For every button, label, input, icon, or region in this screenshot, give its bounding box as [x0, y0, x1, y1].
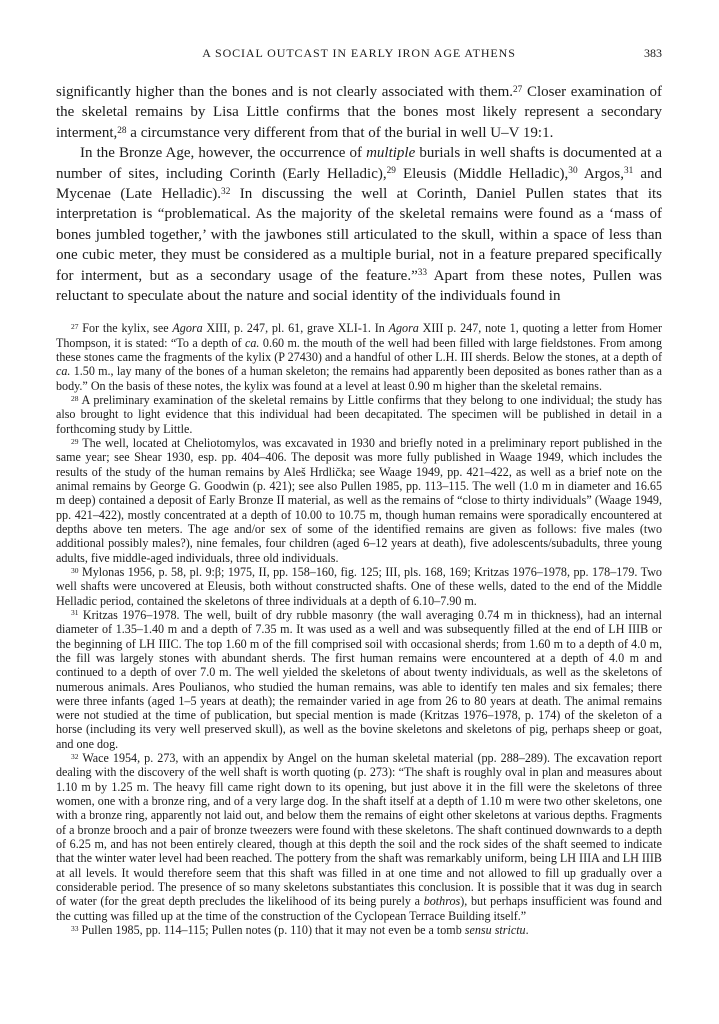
footnote	[56, 436, 662, 565]
text-run: 1.50 m., lay many of the bones of a human skeleton; the remains had apparently been deposited as bones rather than as a body.” On the basis of these notes, the kylix was found at a level at least 0.90 m higher than the skeletal remains.	[56, 364, 662, 393]
text-run: XIII, p. 247, pl. 61, grave XLI-1. In	[202, 321, 389, 336]
footnote-ref: 32	[221, 186, 231, 197]
text-run: 0.60 m. the mouth of the well had been filled with large fieldstones. From among these stones came the fragments of the kylix (P 27430) and a handful of other L.H. III sherds. Below the stones, at a depth of	[56, 335, 662, 364]
text-run: A preliminary examination of the skeletal remains by Little confirms that they belong to one individual; the study has also brought to light evidence that this individual had been decapitated. The specimen will be published in detail in a forthcoming study by Little.	[56, 392, 663, 436]
footnote-ref: 31	[623, 166, 634, 177]
italic-text: multiple	[366, 145, 416, 162]
page-header	[56, 46, 662, 61]
text-run: Kritzas 1976–1978. The well, built of dry rubble masonry (the wall averaging 0.74 m in thickness), had an internal diameter of 1.35–1.40 m and a depth of 7.35 m. It was used as a well and was subsequently filled at the end of LH IIIB or the beginning of LH IIIC. The top 1.60 m of the fill comprised soil with occasional sherds; from 1.60 m to a depth of 4.0 m, the fill was largely stones with abundant sherds. The first human remains were encountered at a depth of 4.0 m and continued to a depth of over 7.0 m. The well yielded the skeletons of about twenty individuals, as well as the skeletons of numerous animals. Ares Poulianos, who studied the human remains, was able to identify ten males and six females; there were three infants (aged 1–5 years at death); the remainder varied in age from 26 to 80 years at death. The animal remains were not studied at the time of publication, but special mention is made (Kritzas 1976–1978, p. 174) of the skeleton of a horse (including its very well preserved skull), as well as the bovine skeletons and skeletons of pig, perhaps sheep or goat, and one dog.	[56, 607, 662, 751]
text-run: In discussing the well at Corinth, Daniel Pullen states that its interpretation is “problematical. As the majority of the skeletal remains were found as a ‘mass of bones jumbled together,’ with the jawbones still articulated to the skull, within a space of less than one cubic meter, they must be considered as a multiple burial, not in a feature prepared specifically for interment, but as a secondary usage of the feature.”	[56, 185, 662, 284]
article-body	[56, 82, 662, 306]
text-run: Argos,	[577, 165, 624, 182]
body-paragraph	[56, 82, 662, 143]
footnote-number: 31	[71, 608, 79, 618]
text-run: XIII p. 247, note 1, quoting a letter from Homer Thompson, it is stated: “To a depth of	[56, 321, 662, 350]
footnote-number: 29	[71, 436, 79, 446]
footnote	[56, 393, 662, 436]
italic-text: bothros	[423, 894, 461, 909]
text-run: In the Bronze Age, however, the occurrence of	[80, 145, 367, 162]
text-run: ), but perhaps insufficient was found and the cutting was filled up at the time of the construction of the Cyclopean Terrace Building itself.”	[56, 894, 662, 923]
text-run: and Mycenae (Late Helladic).	[56, 165, 662, 202]
footnote	[56, 923, 662, 937]
footnote	[56, 608, 662, 751]
text-run: Closer examination of the skeletal remains by Lisa Little confirms that the bones most likely represent a secondary interment,	[56, 84, 662, 141]
italic-text: ca.	[245, 335, 260, 350]
italic-text: Agora	[172, 321, 203, 336]
text-run: .	[525, 923, 529, 938]
footnote-number: 30	[71, 565, 79, 575]
footnote-ref: 28	[117, 125, 127, 136]
footnote-number: 28	[71, 393, 79, 403]
italic-text: sensu strictu	[464, 923, 526, 938]
italic-text: ca.	[56, 364, 71, 379]
footnote-number: 27	[71, 321, 79, 331]
footnote-number: 33	[71, 923, 79, 933]
footnote-number: 32	[71, 751, 79, 761]
text-run: For the kylix, see	[82, 321, 173, 336]
footnote-ref: 27	[513, 84, 523, 95]
footnotes-section	[56, 321, 662, 937]
footnote-ref: 33	[417, 268, 428, 279]
footnote	[56, 321, 662, 393]
footnote-ref: 29	[386, 166, 396, 177]
italic-text: Agora	[388, 321, 419, 336]
footnote	[56, 565, 662, 608]
running-head-title: A SOCIAL OUTCAST IN EARLY IRON AGE ATHENS	[202, 46, 516, 60]
text-run: a circumstance very different from that of the burial in well U–V 19:1.	[126, 124, 554, 141]
footnote	[56, 751, 662, 923]
body-paragraph	[56, 143, 662, 306]
text-run: Eleusis (Middle Helladic),	[395, 165, 569, 182]
text-run: Mylonas 1956, p. 58, pl. 9:β; 1975, II, pp. 158–160, fig. 125; III, pls. 168, 169; Kritzas 1976–1978, pp. 178–179. Two well shafts were uncovered at Eleusis, both without constructed shafts. One of these wells, dated to the end of the Middle Helladic period, contained the skeletons of three individuals at a depth of 6.10–7.90 m.	[56, 564, 662, 608]
text-run: Apart from these notes, Pullen was reluctant to speculate about the nature and social identity of the individuals found in	[56, 267, 662, 304]
text-run: burials in well shafts is documented at a number of sites, including Corinth (Early Helladic),	[56, 145, 662, 182]
text-run: Wace 1954, p. 273, with an appendix by Angel on the human skeletal material (pp. 288–289). The excavation report dealing with the discovery of the well shaft is worth quoting (p. 273): “The shaft is roughly oval in plan and measures about 1.10 m by 1.25 m. The heavy fill came right down to its opening, but just above it in the fill were the skeletons of three women, one with a bronze ring, and of a very large dog. In the shaft itself at a depth of 1.10 m were two other skeletons, one with a bronze ring, apparently not laid out, and below them the remains of eight other skeletons at various depths. Fragments of a bronze brooch and a pair of bronze tweezers were found with these skeletons. The shaft continued downwards to a depth of 6.25 m, and has not been entirely cleared, though at this depth the soil and the rock sides of the shaft seemed to indicate that the winter water level had been reached. The pottery from the shaft was remarkably uniform, being LH IIIA and LH IIIB at all levels. It would therefore seem that this shaft was filled in at one time and not allowed to fill up gradually over a considerable period. The presence of so many skeletons substantiates this conclusion. It is possible that it was dug in search of water (for the great depth precludes the likelihood of its being purely a	[56, 751, 662, 909]
footnote-ref: 30	[568, 166, 578, 177]
text-run: Pullen 1985, pp. 114–115; Pullen notes (p. 110) that it may not even be a tomb	[81, 923, 465, 938]
page-number: 383	[644, 46, 662, 60]
text-run: The well, located at Cheliotomylos, was excavated in 1930 and briefly noted in a preliminary report published in the same year; see Shear 1930, esp. pp. 404–406. The deposit was more fully published in Waage 1949, which includes the results of the study of the human remains by Aleš Hrdlička; see Waage 1949, pp. 421–422, as well as a brief note on the animal remains by George G. Goodwin (p. 421); see also Pullen 1985, pp. 113–115. The well (1.0 m in diameter and 16.65 m deep) contained a deposit of Early Bronze II material, as well as the remains of “close to thirty individuals” (Waage 1949, pp. 421–422), mostly concentrated at a depth of 10.00 to 10.75 m, though human remains were sporadically encountered at depths above ten meters. The age and/or sex of some of the identified remains are given as follows: five males (two additional possibly males?), nine females, four children (aged 6–12 years at death), five adolescents/subadults, three young adults, five middle-aged individuals, three old individuals.	[56, 435, 663, 565]
text-run: significantly higher than the bones and is not clearly associated with them.	[56, 84, 514, 100]
